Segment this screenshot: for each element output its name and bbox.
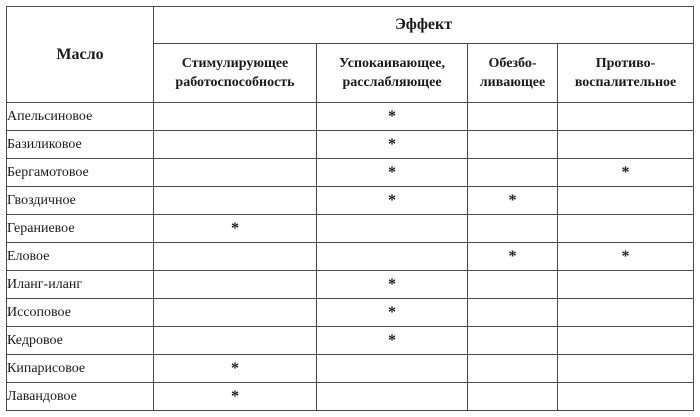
table-row	[7, 159, 694, 187]
effect-mark	[154, 299, 317, 327]
oil-rows	[7, 103, 694, 411]
oil-name: Кедровое	[7, 327, 154, 355]
effect-mark	[558, 327, 694, 355]
effect-mark: *	[558, 243, 694, 271]
oil-name: Гераниевое	[7, 215, 154, 243]
effect-mark: *	[317, 103, 468, 131]
effect-mark	[154, 187, 317, 215]
effect-mark	[317, 215, 468, 243]
oil-name: Иссоповое	[7, 299, 154, 327]
oil-column-header: Масло	[7, 7, 154, 103]
effect-mark	[154, 243, 317, 271]
effect-mark: *	[558, 159, 694, 187]
effect-header-anti-inflammatory: Противо- воспалительное	[558, 44, 694, 103]
effect-mark: *	[154, 215, 317, 243]
table-row	[7, 215, 694, 243]
oil-name: Лавандовое	[7, 383, 154, 411]
oil-name: Гвоздичное	[7, 187, 154, 215]
effect-mark	[468, 355, 558, 383]
effect-mark	[558, 215, 694, 243]
essential-oils-table	[6, 6, 694, 411]
oil-name: Иланг-иланг	[7, 271, 154, 299]
effect-mark	[317, 355, 468, 383]
effect-mark	[154, 271, 317, 299]
table-row	[7, 131, 694, 159]
effect-mark	[317, 383, 468, 411]
effect-header-stimulating: Стимулирующее работоспособность	[154, 44, 317, 103]
effect-mark	[558, 355, 694, 383]
effect-mark	[558, 131, 694, 159]
table-row	[7, 271, 694, 299]
effect-mark: *	[317, 271, 468, 299]
effect-header-calming: Успокаивающее, расслабляющее	[317, 44, 468, 103]
effect-mark	[558, 187, 694, 215]
effect-mark	[558, 103, 694, 131]
effect-mark: *	[317, 159, 468, 187]
oil-name: Базиликовое	[7, 131, 154, 159]
effect-mark: *	[468, 187, 558, 215]
oil-name: Бергамотовое	[7, 159, 154, 187]
effect-mark	[558, 299, 694, 327]
oil-name: Еловое	[7, 243, 154, 271]
effect-mark	[154, 103, 317, 131]
effect-mark	[468, 383, 558, 411]
table-row	[7, 243, 694, 271]
effect-mark	[468, 271, 558, 299]
table-row	[7, 299, 694, 327]
oil-name: Апельсиновое	[7, 103, 154, 131]
table-row	[7, 327, 694, 355]
effect-mark	[154, 159, 317, 187]
header-row-top	[7, 7, 694, 44]
effect-mark	[468, 327, 558, 355]
effect-mark: *	[317, 187, 468, 215]
effect-mark: *	[317, 327, 468, 355]
effect-mark: *	[317, 131, 468, 159]
table-row	[7, 103, 694, 131]
effect-header-analgesic: Обезбо- ливающее	[468, 44, 558, 103]
table-row	[7, 187, 694, 215]
table-row	[7, 383, 694, 411]
effect-mark	[468, 299, 558, 327]
effect-mark	[468, 131, 558, 159]
effect-mark: *	[154, 355, 317, 383]
effect-group-header: Эффект	[154, 7, 694, 44]
effect-mark	[154, 327, 317, 355]
effect-mark: *	[154, 383, 317, 411]
table-row	[7, 355, 694, 383]
effect-mark	[558, 271, 694, 299]
effect-mark	[468, 103, 558, 131]
effect-mark	[468, 215, 558, 243]
effect-mark	[317, 243, 468, 271]
effect-mark: *	[468, 243, 558, 271]
oil-name: Кипарисовое	[7, 355, 154, 383]
effect-mark	[154, 131, 317, 159]
effect-mark: *	[317, 299, 468, 327]
effect-mark	[558, 383, 694, 411]
effect-mark	[468, 159, 558, 187]
